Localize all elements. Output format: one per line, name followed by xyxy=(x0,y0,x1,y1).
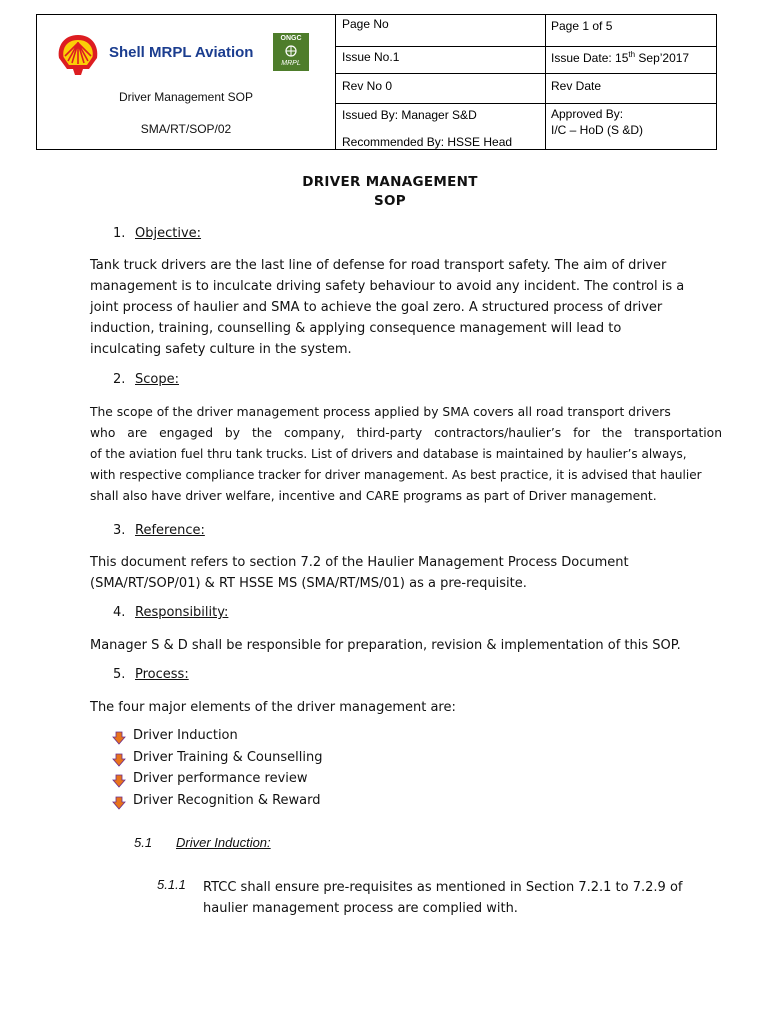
page-no-label: Page No xyxy=(342,17,389,31)
section-title: Scope: xyxy=(135,372,179,387)
issue-date-month: Sep’2017 xyxy=(635,51,690,65)
mrpl-logo-text: MRPL xyxy=(281,60,301,67)
paragraph-line: induction, training, counselling & applying consequence management will lead to xyxy=(90,321,622,336)
recommended-by: Recommended By: HSSE Head xyxy=(342,135,513,149)
section-title: Responsibility: xyxy=(135,605,229,620)
paragraph-line: haulier management process are complied with. xyxy=(203,901,518,916)
emblem-icon xyxy=(273,44,309,58)
approver: I/C – HoD (S &D) xyxy=(551,123,644,137)
revision-date: Rev Date xyxy=(551,79,602,93)
issue-number: Issue No.1 xyxy=(342,50,400,64)
subsection-number: 5.1 xyxy=(134,835,153,850)
section-title: Process: xyxy=(135,667,189,682)
list-item-text: Driver performance review xyxy=(133,771,308,786)
arrow-bullet-icon xyxy=(112,796,126,810)
reference-paragraph xyxy=(90,552,722,594)
issued-by: Issued By: Manager S&D xyxy=(342,108,477,122)
list-item-text: Driver Training & Counselling xyxy=(133,749,323,765)
paragraph-line: shall also have driver welfare, incentive and CARE programs as part of Driver management. xyxy=(90,489,657,503)
issue-date xyxy=(551,50,689,65)
header-row-line xyxy=(335,46,716,47)
paragraph-line: The four major elements of the driver management are: xyxy=(90,700,456,715)
document-code: SMA/RT/SOP/02 xyxy=(140,122,232,136)
paragraph-line: inculcating safety culture in the system. xyxy=(90,342,352,357)
header-row-line xyxy=(335,73,716,74)
paragraph-line: Tank truck drivers are the last line of defense for road transport safety. The aim of driver xyxy=(90,258,667,273)
section-title: Objective: xyxy=(135,226,202,241)
arrow-bullet-icon xyxy=(112,753,126,767)
section-title: Reference: xyxy=(135,523,205,538)
document-name: Driver Management SOP xyxy=(118,90,254,104)
paragraph-line: who are engaged by the company, third-party contractors/haulier’s for the transportation xyxy=(90,426,722,440)
revision-number: Rev No 0 xyxy=(342,79,393,93)
scope-paragraph xyxy=(90,402,722,507)
subsection-number: 5.1.1 xyxy=(157,877,186,892)
paragraph-line: RTCC shall ensure pre-requisites as mentioned in Section 7.2.1 to 7.2.9 of xyxy=(203,880,683,895)
arrow-bullet-icon xyxy=(112,731,126,745)
section-number: 5. xyxy=(113,667,126,682)
list-item-text: Driver Induction xyxy=(133,728,238,743)
document-header-table xyxy=(36,14,717,150)
arrow-bullet-icon xyxy=(112,774,126,788)
page-number: Page 1 of 5 xyxy=(551,19,613,33)
subsection-title: Driver Induction: xyxy=(176,835,271,850)
approved-by-label: Approved By: xyxy=(551,107,624,121)
objective-paragraph xyxy=(90,255,722,360)
header-row-line xyxy=(335,103,716,104)
induction-paragraph xyxy=(203,877,703,919)
section-number: 1. xyxy=(113,226,126,241)
paragraph-line: (SMA/RT/SOP/01) & RT HSSE MS (SMA/RT/MS/01) as a pre-requisite. xyxy=(90,576,527,591)
ongc-mrpl-logo-icon xyxy=(273,33,309,71)
header-divider xyxy=(335,15,336,149)
responsibility-paragraph xyxy=(90,635,722,656)
paragraph-line: Manager S & D shall be responsible for preparation, revision & implementation of this SOP. xyxy=(90,638,681,653)
paragraph-line: The scope of the driver management process applied by SMA covers all road transport drivers xyxy=(90,405,671,419)
document-title: DRIVER MANAGEMENT xyxy=(302,174,478,190)
paragraph-line: This document refers to section 7.2 of the Haulier Management Process Document xyxy=(90,555,629,570)
ongc-logo-text: ONGC xyxy=(280,35,302,42)
paragraph-line: with respective compliance tracker for driver management. As best practice, it is advised that haulier xyxy=(90,468,702,482)
brand-name: Shell MRPL Aviation xyxy=(109,44,254,61)
paragraph-line: management is to inculcate driving safety behaviour to avoid any incident. The control is a xyxy=(90,279,685,294)
section-number: 3. xyxy=(113,523,126,538)
header-divider xyxy=(545,15,546,149)
section-number: 2. xyxy=(113,372,126,387)
list-item-text: Driver Recognition & Reward xyxy=(133,792,321,808)
shell-pecten-icon xyxy=(53,31,103,81)
paragraph-line: of the aviation fuel thru tank trucks. List of drivers and database is maintained by haulier’s always, xyxy=(90,447,687,461)
issue-date-ordinal: th xyxy=(628,50,636,59)
section-number: 4. xyxy=(113,605,126,620)
issue-date-text: Issue Date: 15 xyxy=(551,51,629,65)
process-intro xyxy=(90,697,722,718)
document-subtitle: SOP xyxy=(374,193,406,209)
paragraph-line: joint process of haulier and SMA to achieve the goal zero. A structured process of driver xyxy=(90,300,663,315)
